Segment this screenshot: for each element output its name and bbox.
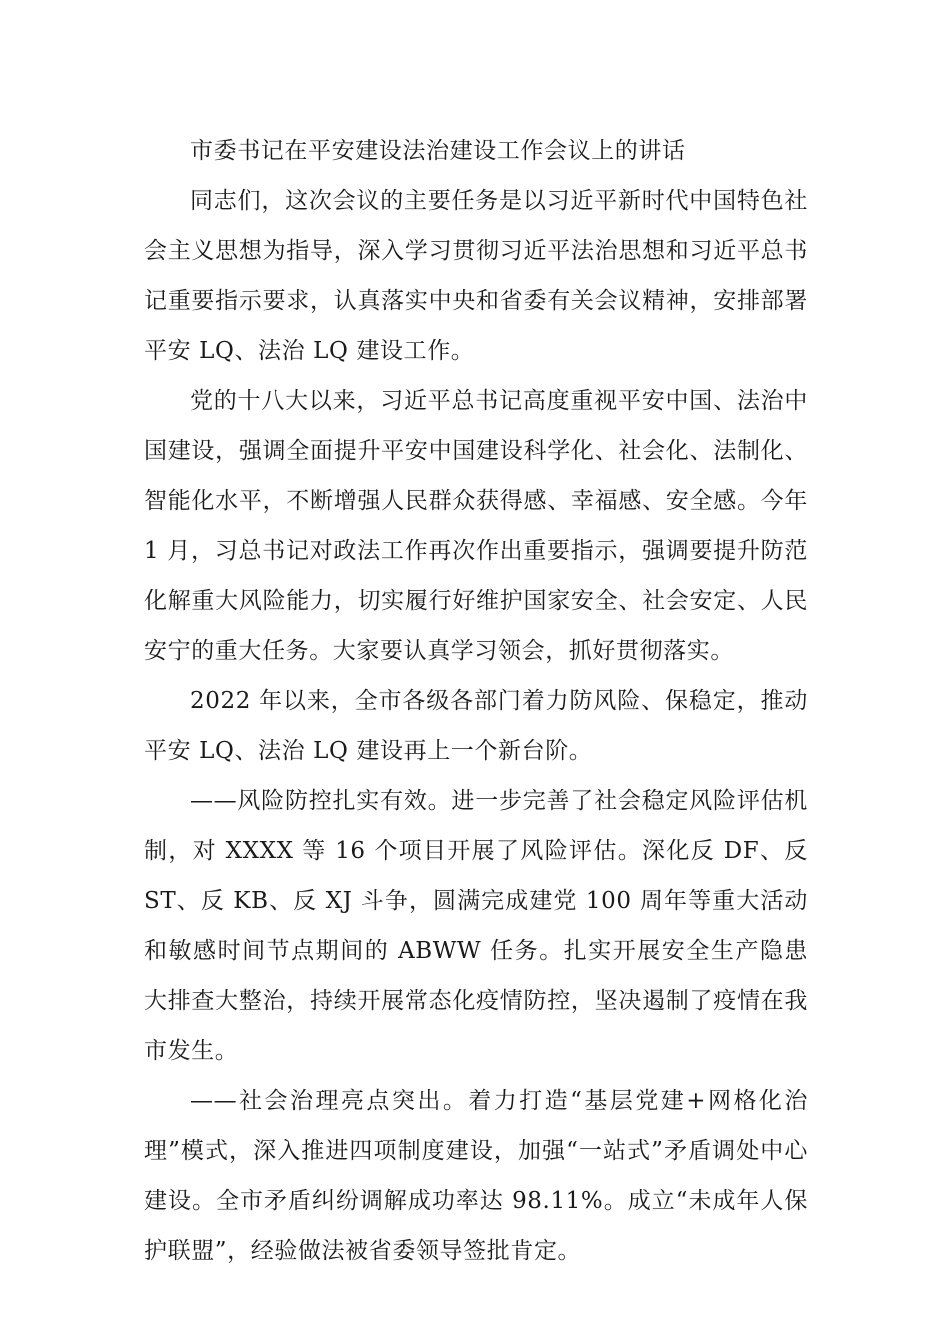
paragraph-social-governance: ——社会治理亮点突出。着力打造“基层党建+网格化治理”模式，深入推进四项制度建设，加强“一站式”矛盾调处中心建设。全市矛盾纠纷调解成功率达 98.11%。成立“未成年人保护联盟”，经验做法被省委领导签批肯定。 [144,1088,808,1264]
document-title: 市委书记在平安建设法治建设工作会议上的讲话 [190,138,686,164]
document-body [144,126,808,1276]
paragraph-opening: 同志们，这次会议的主要任务是以习近平新时代中国特色社会主义思想为指导，深入学习贯彻习近平法治思想和习近平总书记重要指示要求，认真落实中央和省委有关会议精神，安排部署平安 LQ、法治 LQ 建设工作。 [144,188,808,364]
paragraph-risk-control: ——风险防控扎实有效。进一步完善了社会稳定风险评估机制，对 XXXX 等 16 个项目开展了风险评估。深化反 DF、反 ST、反 KB、反 XJ 斗争，圆满完成建党 100 周年等重大活动和敏感时间节点期间的 ABWW 任务。扎实开展安全生产隐患大排查大整治，持续开展常态化疫情防控，坚决遏制了疫情在我市发生。 [144,788,808,1064]
paragraph-background: 党的十八大以来，习近平总书记高度重视平安中国、法治中国建设，强调全面提升平安中国建设科学化、社会化、法制化、智能化水平，不断增强人民群众获得感、幸福感、安全感。今年 1 月，习总书记对政法工作再次作出重要指示，强调要提升防范化解重大风险能力，切实履行好维护国家安全、社会安定、人民安宁的重大任务。大家要认真学习领会，抓好贯彻落实。 [144,388,808,664]
paragraph-progress-2022: 2022 年以来，全市各级各部门着力防风险、保稳定，推动平安 LQ、法治 LQ 建设再上一个新台阶。 [144,688,808,764]
